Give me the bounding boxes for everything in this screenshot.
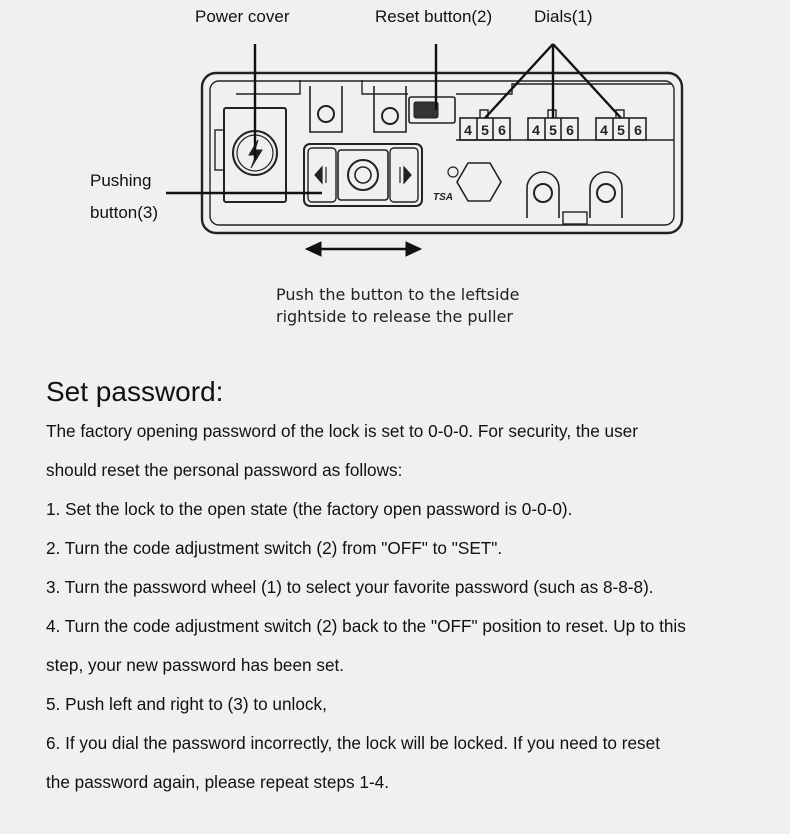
caption-line2: rightside to release the puller: [276, 307, 513, 326]
intro-line-1: The factory opening password of the lock is set to 0-0-0. For security, the user: [46, 421, 638, 441]
step-3: 3. Turn the password wheel (1) to select your favorite password (such as 8-8-8).: [46, 577, 654, 597]
screw-hole-left: [318, 106, 334, 122]
step-4-line-1: 4. Turn the code adjustment switch (2) back to the "OFF" position to reset. Up to this: [46, 616, 686, 636]
hex-plate: [457, 163, 501, 201]
dial-3-digit-c: 6: [634, 122, 642, 138]
instructions-section: [46, 372, 776, 802]
lock-diagram: [0, 0, 790, 340]
bottom-tab: [563, 212, 587, 224]
push-button-center: [338, 150, 388, 200]
screw-hole-bottom-left: [534, 184, 552, 202]
push-button-knob: [348, 160, 378, 190]
small-badge: [448, 167, 458, 177]
step-2: 2. Turn the code adjustment switch (2) from "OFF" to "SET".: [46, 538, 503, 558]
label-pushing-line2: button(3): [90, 203, 159, 222]
dial-3-digit-a: 4: [600, 122, 608, 138]
dial-2-digit-b: 5: [549, 122, 557, 138]
push-right-arrow: [400, 167, 411, 183]
screw-post-bottom-right: [590, 172, 622, 218]
screw-post-bottom-left: [527, 172, 559, 218]
label-pushing-line1: Pushing: [90, 171, 152, 190]
dial-3-digit-b: 5: [617, 122, 625, 138]
label-reset-button: Reset button(2): [375, 7, 493, 26]
lock-top-rail: [236, 80, 672, 94]
dial-1-digit-a: 4: [464, 122, 472, 138]
reset-switch-slider: [414, 102, 438, 118]
step-5: 5. Push left and right to (3) to unlock,: [46, 694, 327, 714]
power-cover-clip: [215, 130, 224, 170]
dial-2-digit-c: 6: [566, 122, 574, 138]
step-6-line-2: the password again, please repeat steps 1-4.: [46, 772, 390, 792]
screw-hole-mid: [382, 108, 398, 124]
dial-2-digit-a: 4: [532, 122, 540, 138]
lock-inner-outline: [210, 81, 674, 225]
step-1: 1. Set the lock to the open state (the factory open password is 0-0-0).: [46, 499, 573, 519]
step-6-line-1: 6. If you dial the password incorrectly, the lock will be locked. If you need to reset: [46, 733, 660, 753]
intro-line-2: should reset the personal password as follows:: [46, 460, 403, 480]
push-direction-arrow: [306, 242, 421, 256]
dial-1-digit-b: 5: [481, 122, 489, 138]
screw-post-left: [310, 86, 342, 132]
caption-line1: Push the button to the leftside: [276, 285, 520, 304]
push-left-arrow: [315, 167, 326, 183]
push-button-knob-inner: [355, 167, 371, 183]
label-power-cover: Power cover: [195, 7, 290, 26]
section-heading: Set password:: [46, 376, 224, 407]
dial-1-digit-c: 6: [498, 122, 506, 138]
screw-hole-bottom-right: [597, 184, 615, 202]
step-4-line-2: step, your new password has been set.: [46, 655, 345, 675]
label-dials: Dials(1): [534, 7, 593, 26]
tsa-mark: TSA: [433, 192, 453, 203]
